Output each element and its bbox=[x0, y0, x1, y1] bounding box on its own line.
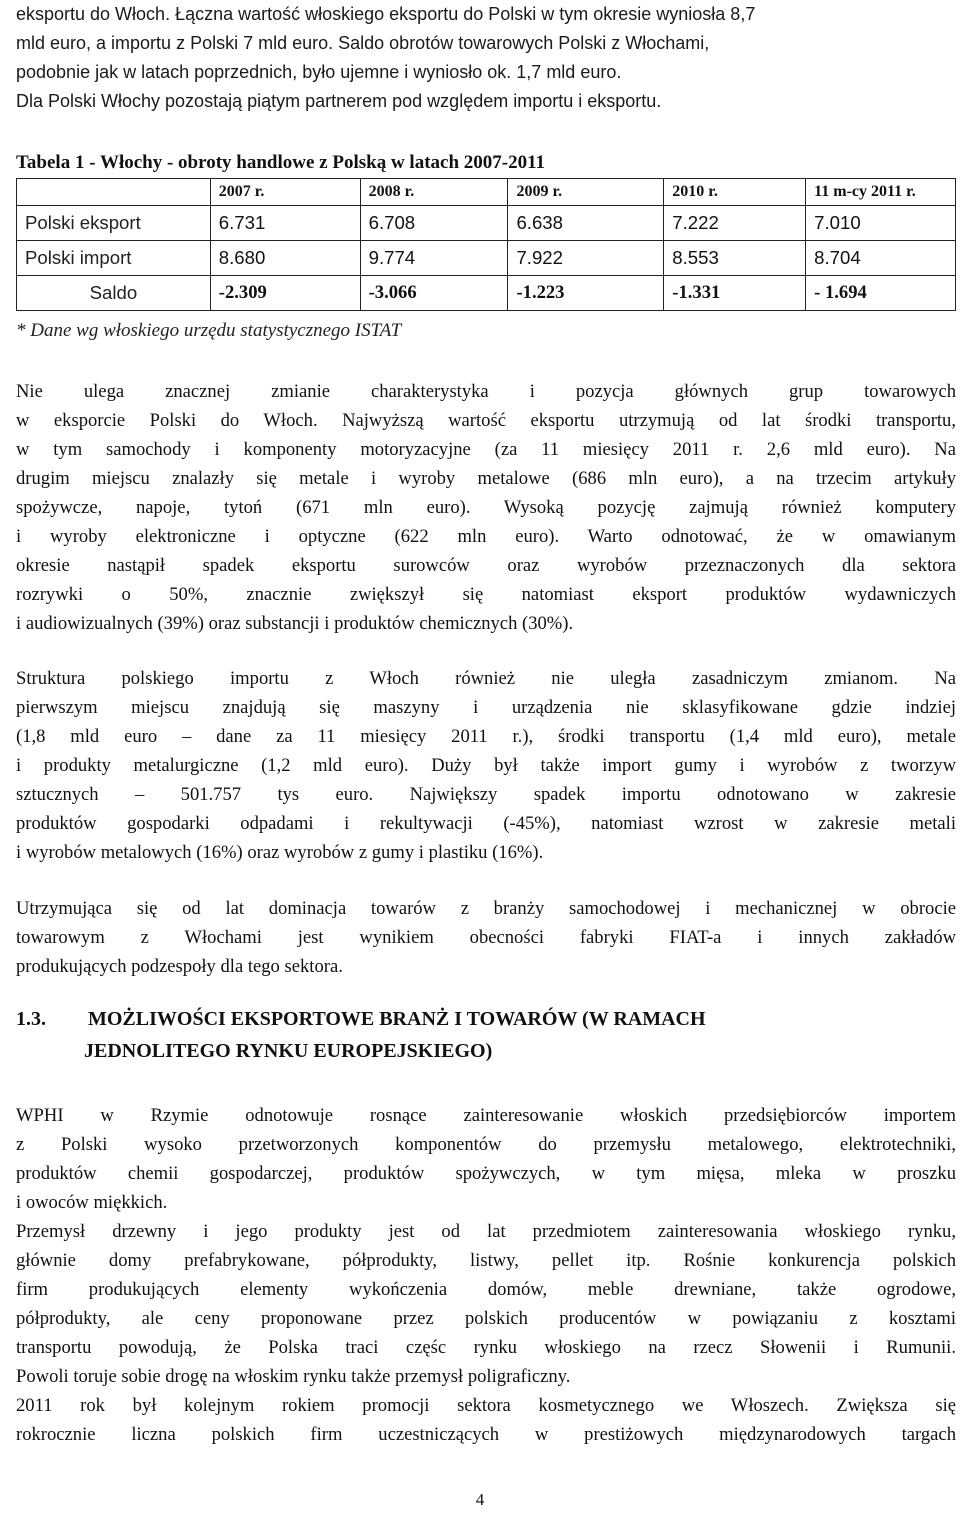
paragraph-line: produktów chemii gospodarczej, produktów spożywczych, w tym mięsa, mleka w proszku bbox=[16, 1163, 956, 1184]
paragraph-line: Powoli toruje sobie drogę na włoskim rynku także przemysł poligraficzny. bbox=[16, 1366, 571, 1387]
table-cell: -1.223 bbox=[508, 276, 664, 311]
section-number: 1.3. bbox=[16, 1008, 46, 1030]
table-row bbox=[17, 276, 956, 311]
intro-line: Dla Polski Włochy pozostają piątym partnerem pod względem importu i eksportu. bbox=[16, 91, 662, 111]
paragraph-line: drugim miejscu znalazły się metale i wyroby metalowe (686 mln euro), a na trzecim artykuły bbox=[16, 468, 956, 489]
table-cell: 6.708 bbox=[360, 206, 508, 241]
paragraph-line: 2011 rok był kolejnym rokiem promocji sektora kosmetycznego we Włoszech. Zwiększa się bbox=[16, 1395, 956, 1416]
paragraph-line: spożywcze, napoje, tytoń (671 mln euro). Wysoką pozycję zajmują również komputery bbox=[16, 497, 956, 518]
table-cell: 6.638 bbox=[508, 206, 664, 241]
paragraph-line: z Polski wysoko przetworzonych komponentów do przemysłu metalowego, elektrotechniki, bbox=[16, 1134, 956, 1155]
table-cell: -2.309 bbox=[210, 276, 360, 311]
paragraph-line: sztucznych – 501.757 tys euro. Największy spadek importu odnotowano w zakresie bbox=[16, 784, 956, 805]
column-header: 2009 r. bbox=[508, 179, 664, 206]
table-cell: 6.731 bbox=[210, 206, 360, 241]
trade-table bbox=[16, 178, 956, 311]
paragraph-line: (1,8 mld euro – dane za 11 miesięcy 2011 r.), środki transportu (1,4 mld euro), metale bbox=[16, 726, 956, 747]
table-cell: 9.774 bbox=[360, 241, 508, 276]
table-cell: 8.680 bbox=[210, 241, 360, 276]
paragraph-line: Struktura polskiego importu z Włoch również nie uległa zasadniczym zmianom. Na bbox=[16, 668, 956, 689]
table-cell: 8.704 bbox=[806, 241, 956, 276]
section-title-line: JEDNOLITEGO RYNKU EUROPEJSKIEGO) bbox=[84, 1040, 493, 1062]
paragraph-line: produktów gospodarki odpadami i rekultywacji (-45%), natomiast wzrost w zakresie metali bbox=[16, 813, 956, 834]
paragraph-line: produkujących podzespoły dla tego sektora. bbox=[16, 956, 343, 977]
table-cell: -1.331 bbox=[664, 276, 806, 311]
paragraph-line: okresie nastąpił spadek eksportu surowców oraz wyrobów przeznaczonych dla sektora bbox=[16, 555, 956, 576]
table-title: Tabela 1 - Włochy - obroty handlowe z Polską w latach 2007-2011 bbox=[16, 152, 546, 173]
column-header: 2008 r. bbox=[360, 179, 508, 206]
table-source-note: * Dane wg włoskiego urzędu statystycznego ISTAT bbox=[16, 320, 402, 341]
row-label: Polski import bbox=[17, 241, 211, 276]
paragraph-line: w eksporcie Polski do Włoch. Najwyższą wartość eksportu utrzymują od lat środki transportu, bbox=[16, 410, 956, 431]
paragraph-line: WPHI w Rzymie odnotowuje rosnące zainteresowanie włoskich przedsiębiorców importem bbox=[16, 1105, 956, 1126]
paragraph-line: pierwszym miejscu znajdują się maszyny i urządzenia nie sklasyfikowane gdzie indziej bbox=[16, 697, 956, 718]
paragraph-line: rokrocznie liczna polskich firm uczestniczących w prestiżowych międzynarodowych targach bbox=[16, 1424, 956, 1445]
table-row bbox=[17, 206, 956, 241]
table-cell: 8.553 bbox=[664, 241, 806, 276]
intro-line: mld euro, a importu z Polski 7 mld euro. Saldo obrotów towarowych Polski z Włochami, bbox=[16, 33, 710, 53]
paragraph-line: w tym samochody i komponenty motoryzacyjne (za 11 miesięcy 2011 r. 2,6 mld euro). Na bbox=[16, 439, 956, 460]
paragraph-line: głównie domy prefabrykowane, półprodukty, listwy, pellet itp. Rośnie konkurencja polskich bbox=[16, 1250, 956, 1271]
column-header: 11 m-cy 2011 r. bbox=[806, 179, 956, 206]
paragraph-line: półprodukty, ale ceny proponowane przez polskich producentów w powiązaniu z kosztami bbox=[16, 1308, 956, 1329]
table-cell: -3.066 bbox=[360, 276, 508, 311]
paragraph-line: towarowym z Włochami jest wynikiem obecności fabryki FIAT-a i innych zakładów bbox=[16, 927, 956, 948]
paragraph-line: i wyrobów metalowych (16%) oraz wyrobów z gumy i plastiku (16%). bbox=[16, 842, 544, 863]
paragraph-line: transportu powodują, że Polska traci częśc rynku włoskiego na rzecz Słowenii i Rumunii. bbox=[16, 1337, 956, 1358]
table-cell: 7.222 bbox=[664, 206, 806, 241]
section-title-line: MOŻLIWOŚCI EKSPORTOWE BRANŻ I TOWARÓW (W RAMACH bbox=[88, 1008, 706, 1030]
paragraph-line: i owoców miękkich. bbox=[16, 1192, 168, 1213]
intro-line: eksportu do Włoch. Łączna wartość włoskiego eksportu do Polski w tym okresie wyniosła 8,7 bbox=[16, 4, 756, 24]
table-corner-cell bbox=[17, 179, 211, 206]
table-row bbox=[17, 241, 956, 276]
row-label: Polski eksport bbox=[17, 206, 211, 241]
column-header: 2010 r. bbox=[664, 179, 806, 206]
paragraph-line: rozrywki o 50%, znacznie zwiększył się natomiast eksport produktów wydawniczych bbox=[16, 584, 956, 605]
paragraph-line: i produkty metalurgiczne (1,2 mld euro). Duży był także import gumy i wyrobów z tworzyw bbox=[16, 755, 956, 776]
paragraph-line: Utrzymująca się od lat dominacja towarów z branży samochodowej i mechanicznej w obrocie bbox=[16, 898, 956, 919]
paragraph-line: firm produkujących elementy wykończenia domów, meble drewniane, także ogrodowe, bbox=[16, 1279, 956, 1300]
table-cell: - 1.694 bbox=[806, 276, 956, 311]
paragraph-line: i wyroby elektroniczne i optyczne (622 mln euro). Warto odnotować, że w omawianym bbox=[16, 526, 956, 547]
paragraph-line: i audiowizualnych (39%) oraz substancji i produktów chemicznych (30%). bbox=[16, 613, 574, 634]
paragraph-line: Przemysł drzewny i jego produkty jest od lat przedmiotem zainteresowania włoskiego rynku, bbox=[16, 1221, 956, 1242]
page-number: 4 bbox=[475, 1490, 485, 1509]
paragraph-line: Nie ulega znacznej zmianie charakterystyka i pozycja głównych grup towarowych bbox=[16, 381, 956, 402]
table-header-row bbox=[17, 179, 956, 206]
column-header: 2007 r. bbox=[210, 179, 360, 206]
table-cell: 7.010 bbox=[806, 206, 956, 241]
row-label: Saldo bbox=[17, 276, 211, 311]
table-cell: 7.922 bbox=[508, 241, 664, 276]
intro-line: podobnie jak w latach poprzednich, było ujemne i wyniosło ok. 1,7 mld euro. bbox=[16, 62, 622, 82]
